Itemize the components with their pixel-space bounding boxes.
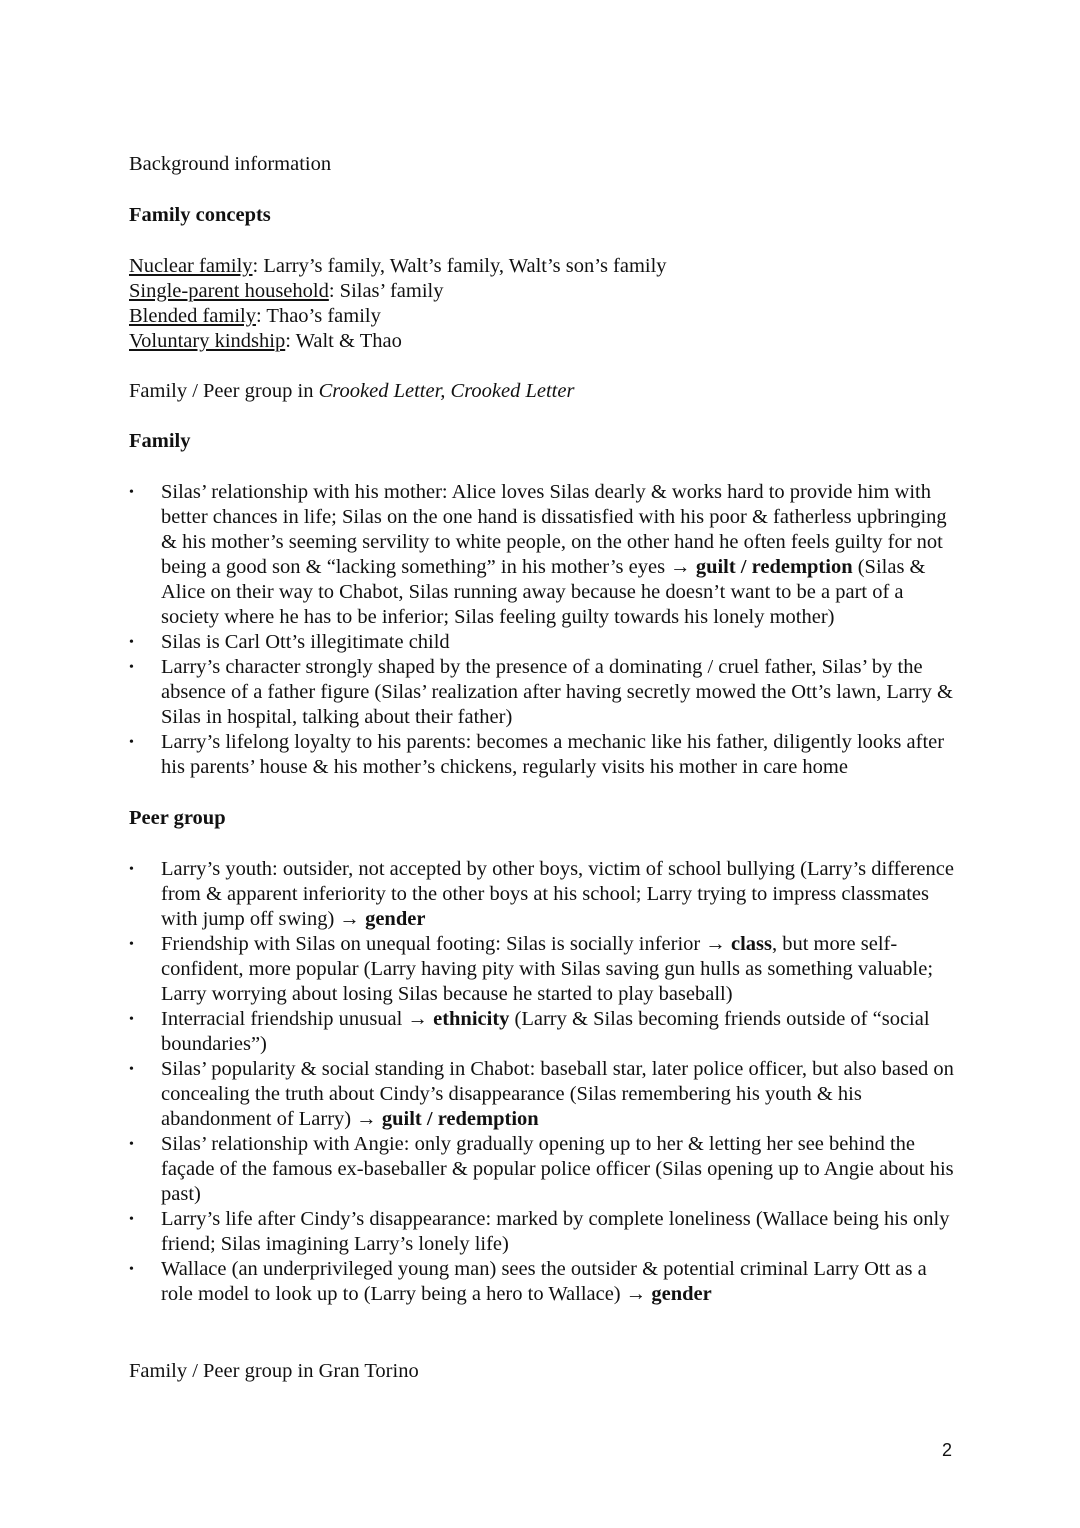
page-number: 2 <box>941 1440 952 1460</box>
peer-item: • Friendship with Silas on unequal footing: Silas is socially inferior → class, but more self-confident, more popular (Larry having pity with Silas saving gun hulls as something valuable; Larry worrying about losing Silas because he started to play baseball) <box>129 932 959 1007</box>
definition-value: : Walt & Thao <box>285 330 402 352</box>
heading-peer-group: Peer group <box>129 807 226 829</box>
definition-term: Single-parent household <box>129 280 329 302</box>
heading-family-concepts: Family concepts <box>129 204 271 226</box>
peer-item: • Silas’ relationship with Angie: only gradually opening up to her & letting her see behind the façade of the famous ex-baseballer & popular police officer (Silas opening up to Angie about his past) <box>129 1132 959 1207</box>
definition-value: : Thao’s family <box>255 305 381 327</box>
peer-item: • Interracial friendship unusual → ethnicity (Larry & Silas becoming friends outside of “social boundaries”) <box>129 1007 959 1057</box>
family-item: • Silas is Carl Ott’s illegitimate child <box>129 630 959 655</box>
family-item: • Larry’s lifelong loyalty to his parents: becomes a mechanic like his father, diligently looks after his parents’ house & his mother’s chickens, regularly visits his mother in care home <box>129 730 959 780</box>
definition-item <box>129 329 959 354</box>
definition-item <box>129 304 959 329</box>
gran-torino-title: Family / Peer group in Gran Torino <box>129 1360 419 1382</box>
definition-value: : Silas’ family <box>328 280 444 302</box>
family-bullet-list <box>129 480 959 780</box>
crooked-letter-title <box>129 379 959 404</box>
peer-item: • Larry’s youth: outsider, not accepted by other boys, victim of school bullying (Larry’s difference from & apparent inferiority to the other boys at his school; Larry trying to impress classmates with jump off swing) → gender <box>129 857 959 932</box>
title-prefix: Family / Peer group in <box>129 380 319 402</box>
definitions-list <box>129 254 959 354</box>
definition-value: : Larry’s family, Walt’s family, Walt’s son’s family <box>252 255 667 277</box>
family-item: • Silas’ relationship with his mother: Alice loves Silas dearly & works hard to provide him with better chances in life; Silas on the one hand is dissatisfied with his poor & fatherless upbringing & his mother’s seeming servility to white people, on the other hand he often feels guilty for not being a good son & “lacking something” in his mother’s eyes → guilt / redemption (Silas & Alice on their way to Chabot, Silas running away because he doesn’t want to be a part of a society where he has to be inferior; Silas feeling guilty towards his lonely mother) <box>129 480 959 630</box>
peer-item: • Silas’ popularity & social standing in Chabot: baseball star, later police officer, but also based on concealing the truth about Cindy’s disappearance (Silas remembering his youth & his abandonment of Larry) → guilt / redemption <box>129 1057 959 1132</box>
peer-bullet-list <box>129 857 959 1307</box>
family-item: • Larry’s character strongly shaped by the presence of a dominating / cruel father, Silas’ by the absence of a father figure (Silas’ realization after having secretly mowed the Ott’s lawn, Larry & Silas in hospital, talking about their father) <box>129 655 959 730</box>
title-book: Crooked Letter, Crooked Letter <box>318 380 575 402</box>
definition-term: Nuclear family <box>129 255 253 277</box>
definition-item <box>129 254 959 279</box>
definition-term: Voluntary kindship <box>129 330 286 352</box>
document-page <box>129 152 959 1384</box>
heading-family: Family <box>129 430 191 452</box>
intro-label: Background information <box>129 153 332 175</box>
definition-term: Blended family <box>129 305 256 327</box>
peer-item: • Wallace (an underprivileged young man) sees the outsider & potential criminal Larry Ott as a role model to look up to (Larry being a hero to Wallace) → gender <box>129 1257 959 1307</box>
peer-item: • Larry’s life after Cindy’s disappearance: marked by complete loneliness (Wallace being his only friend; Silas imagining Larry’s lonely life) <box>129 1207 959 1257</box>
definition-item <box>129 279 959 304</box>
